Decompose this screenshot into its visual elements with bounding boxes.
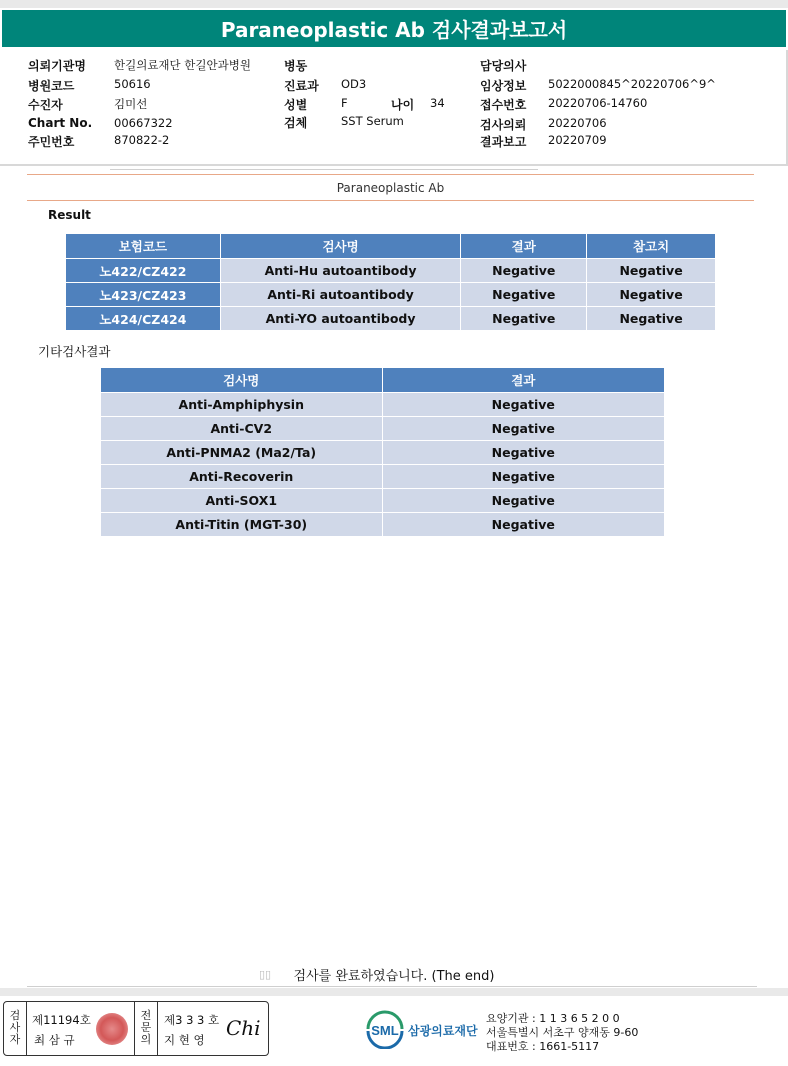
test-result: Negative bbox=[382, 513, 664, 537]
result-table-header bbox=[66, 234, 716, 259]
table-row bbox=[101, 465, 665, 489]
patient-value: 김미선 bbox=[114, 97, 148, 111]
test-result: Negative bbox=[461, 283, 587, 307]
resident-no-value: 870822-2 bbox=[114, 133, 170, 147]
age-label: 나이 bbox=[391, 98, 415, 112]
test-result: Negative bbox=[382, 465, 664, 489]
col-header-test: 검사명 bbox=[220, 234, 461, 259]
patient-info-panel bbox=[0, 50, 788, 166]
table-row bbox=[66, 259, 716, 283]
sex-value: F bbox=[341, 96, 348, 110]
resident-no-label: 주민번호 bbox=[28, 135, 75, 149]
chart-no-label: Chart No. bbox=[28, 116, 93, 130]
specialist-name: 지 현 영 bbox=[164, 1033, 205, 1047]
test-result: Negative bbox=[382, 417, 664, 441]
result-report-value: 20220709 bbox=[548, 133, 607, 147]
org-address: 서울특별시 서초구 양재동 9-60 bbox=[486, 1026, 639, 1039]
test-name: Anti-SOX1 bbox=[101, 489, 383, 513]
sml-logo-text: SML bbox=[371, 1023, 399, 1038]
care-org-code: 요양기관 : 1 1 3 6 5 2 0 0 bbox=[486, 1012, 620, 1025]
sex-label: 성별 bbox=[284, 98, 308, 112]
hospital-code-label: 병원코드 bbox=[28, 79, 75, 93]
tester-label-cell bbox=[4, 1002, 27, 1055]
specimen-label: 검체 bbox=[284, 116, 308, 130]
test-request-label: 검사의뢰 bbox=[480, 118, 527, 132]
specimen-value: SST Serum bbox=[341, 114, 404, 128]
col-header-reference: 참고치 bbox=[587, 234, 716, 259]
test-name: Anti-Ri autoantibody bbox=[220, 283, 461, 307]
test-result: Negative bbox=[461, 259, 587, 283]
footer-strip bbox=[0, 988, 788, 996]
footer-divider bbox=[27, 986, 757, 987]
table-row bbox=[101, 489, 665, 513]
test-name: Anti-Hu autoantibody bbox=[220, 259, 461, 283]
header-divider bbox=[110, 169, 538, 170]
other-results-label: 기타검사결과 bbox=[38, 344, 111, 359]
table-row bbox=[101, 441, 665, 465]
department-value: OD3 bbox=[341, 77, 367, 91]
report-title: Paraneoplastic Ab 검사결과보고서 bbox=[2, 10, 786, 47]
test-name: Anti-PNMA2 (Ma2/Ta) bbox=[101, 441, 383, 465]
receipt-no-value: 20220706-14760 bbox=[548, 96, 648, 110]
insurance-code: 노422/CZ422 bbox=[66, 259, 221, 283]
clinical-info-value: 5022000845^20220706^9^ bbox=[548, 77, 716, 91]
ward-label: 병동 bbox=[284, 59, 308, 73]
patient-label: 수진자 bbox=[28, 98, 63, 112]
col-header-code: 보험코드 bbox=[66, 234, 221, 259]
hospital-code-value: 50616 bbox=[114, 77, 151, 91]
section-bottom-divider bbox=[27, 200, 754, 201]
col-header-result: 결과 bbox=[461, 234, 587, 259]
test-result: Negative bbox=[382, 489, 664, 513]
signature-box bbox=[3, 1001, 269, 1056]
watermark-mark: ▯▯ bbox=[259, 968, 272, 981]
doctor-label: 담당의사 bbox=[480, 59, 527, 73]
table-row bbox=[66, 307, 716, 331]
test-result: Negative bbox=[461, 307, 587, 331]
table-row bbox=[101, 393, 665, 417]
reference-value: Negative bbox=[587, 259, 716, 283]
test-request-value: 20220706 bbox=[548, 116, 607, 130]
specialist-license-no: 제3 3 3 호 bbox=[164, 1013, 220, 1027]
org-name: 삼광의료재단 bbox=[408, 1024, 478, 1038]
test-name: Anti-CV2 bbox=[101, 417, 383, 441]
end-of-report-text: 검사를 완료하였습니다. (The end) bbox=[293, 969, 495, 984]
test-name: Anti-Recoverin bbox=[101, 465, 383, 489]
age-value: 34 bbox=[430, 96, 445, 110]
test-name: Anti-Titin (MGT-30) bbox=[101, 513, 383, 537]
reference-value: Negative bbox=[587, 307, 716, 331]
result-table bbox=[65, 233, 716, 331]
receipt-no-label: 접수번호 bbox=[480, 98, 527, 112]
insurance-code: 노424/CZ424 bbox=[66, 307, 221, 331]
tester-name: 최 삼 규 bbox=[34, 1033, 75, 1047]
tester-label: 검사자 bbox=[9, 1009, 21, 1046]
table-row bbox=[101, 513, 665, 537]
test-result: Negative bbox=[382, 441, 664, 465]
sml-logo-icon bbox=[364, 1009, 406, 1053]
specialist-label-cell bbox=[134, 1002, 158, 1055]
tester-license-no: 제11194호 bbox=[32, 1013, 91, 1027]
requesting-org-label: 의뢰기관명 bbox=[28, 59, 86, 73]
col-header-result: 결과 bbox=[382, 368, 664, 393]
test-name: Anti-Amphiphysin bbox=[101, 393, 383, 417]
clinical-info-label: 임상정보 bbox=[480, 79, 527, 93]
section-title: Paraneoplastic Ab bbox=[336, 181, 445, 195]
result-label: Result bbox=[48, 208, 91, 222]
section-top-divider bbox=[27, 174, 754, 175]
table-row bbox=[101, 417, 665, 441]
other-results-table bbox=[100, 367, 665, 537]
col-header-test: 검사명 bbox=[101, 368, 383, 393]
department-label: 진료과 bbox=[284, 79, 319, 93]
test-result: Negative bbox=[382, 393, 664, 417]
specialist-label: 전문의 bbox=[140, 1009, 152, 1046]
tester-seal-icon bbox=[96, 1013, 128, 1045]
table-row bbox=[66, 283, 716, 307]
insurance-code: 노423/CZ423 bbox=[66, 283, 221, 307]
chart-no-value: 00667322 bbox=[114, 116, 173, 130]
result-report-label: 결과보고 bbox=[480, 135, 527, 149]
top-strip bbox=[0, 0, 788, 8]
reference-value: Negative bbox=[587, 283, 716, 307]
requesting-org-value: 한길의료재단 한길안과병원 bbox=[114, 58, 251, 72]
test-name: Anti-YO autoantibody bbox=[220, 307, 461, 331]
other-table-header bbox=[101, 368, 665, 393]
org-phone: 대표번호 : 1661-5117 bbox=[486, 1040, 600, 1053]
specialist-signature: Chi bbox=[226, 1016, 261, 1040]
